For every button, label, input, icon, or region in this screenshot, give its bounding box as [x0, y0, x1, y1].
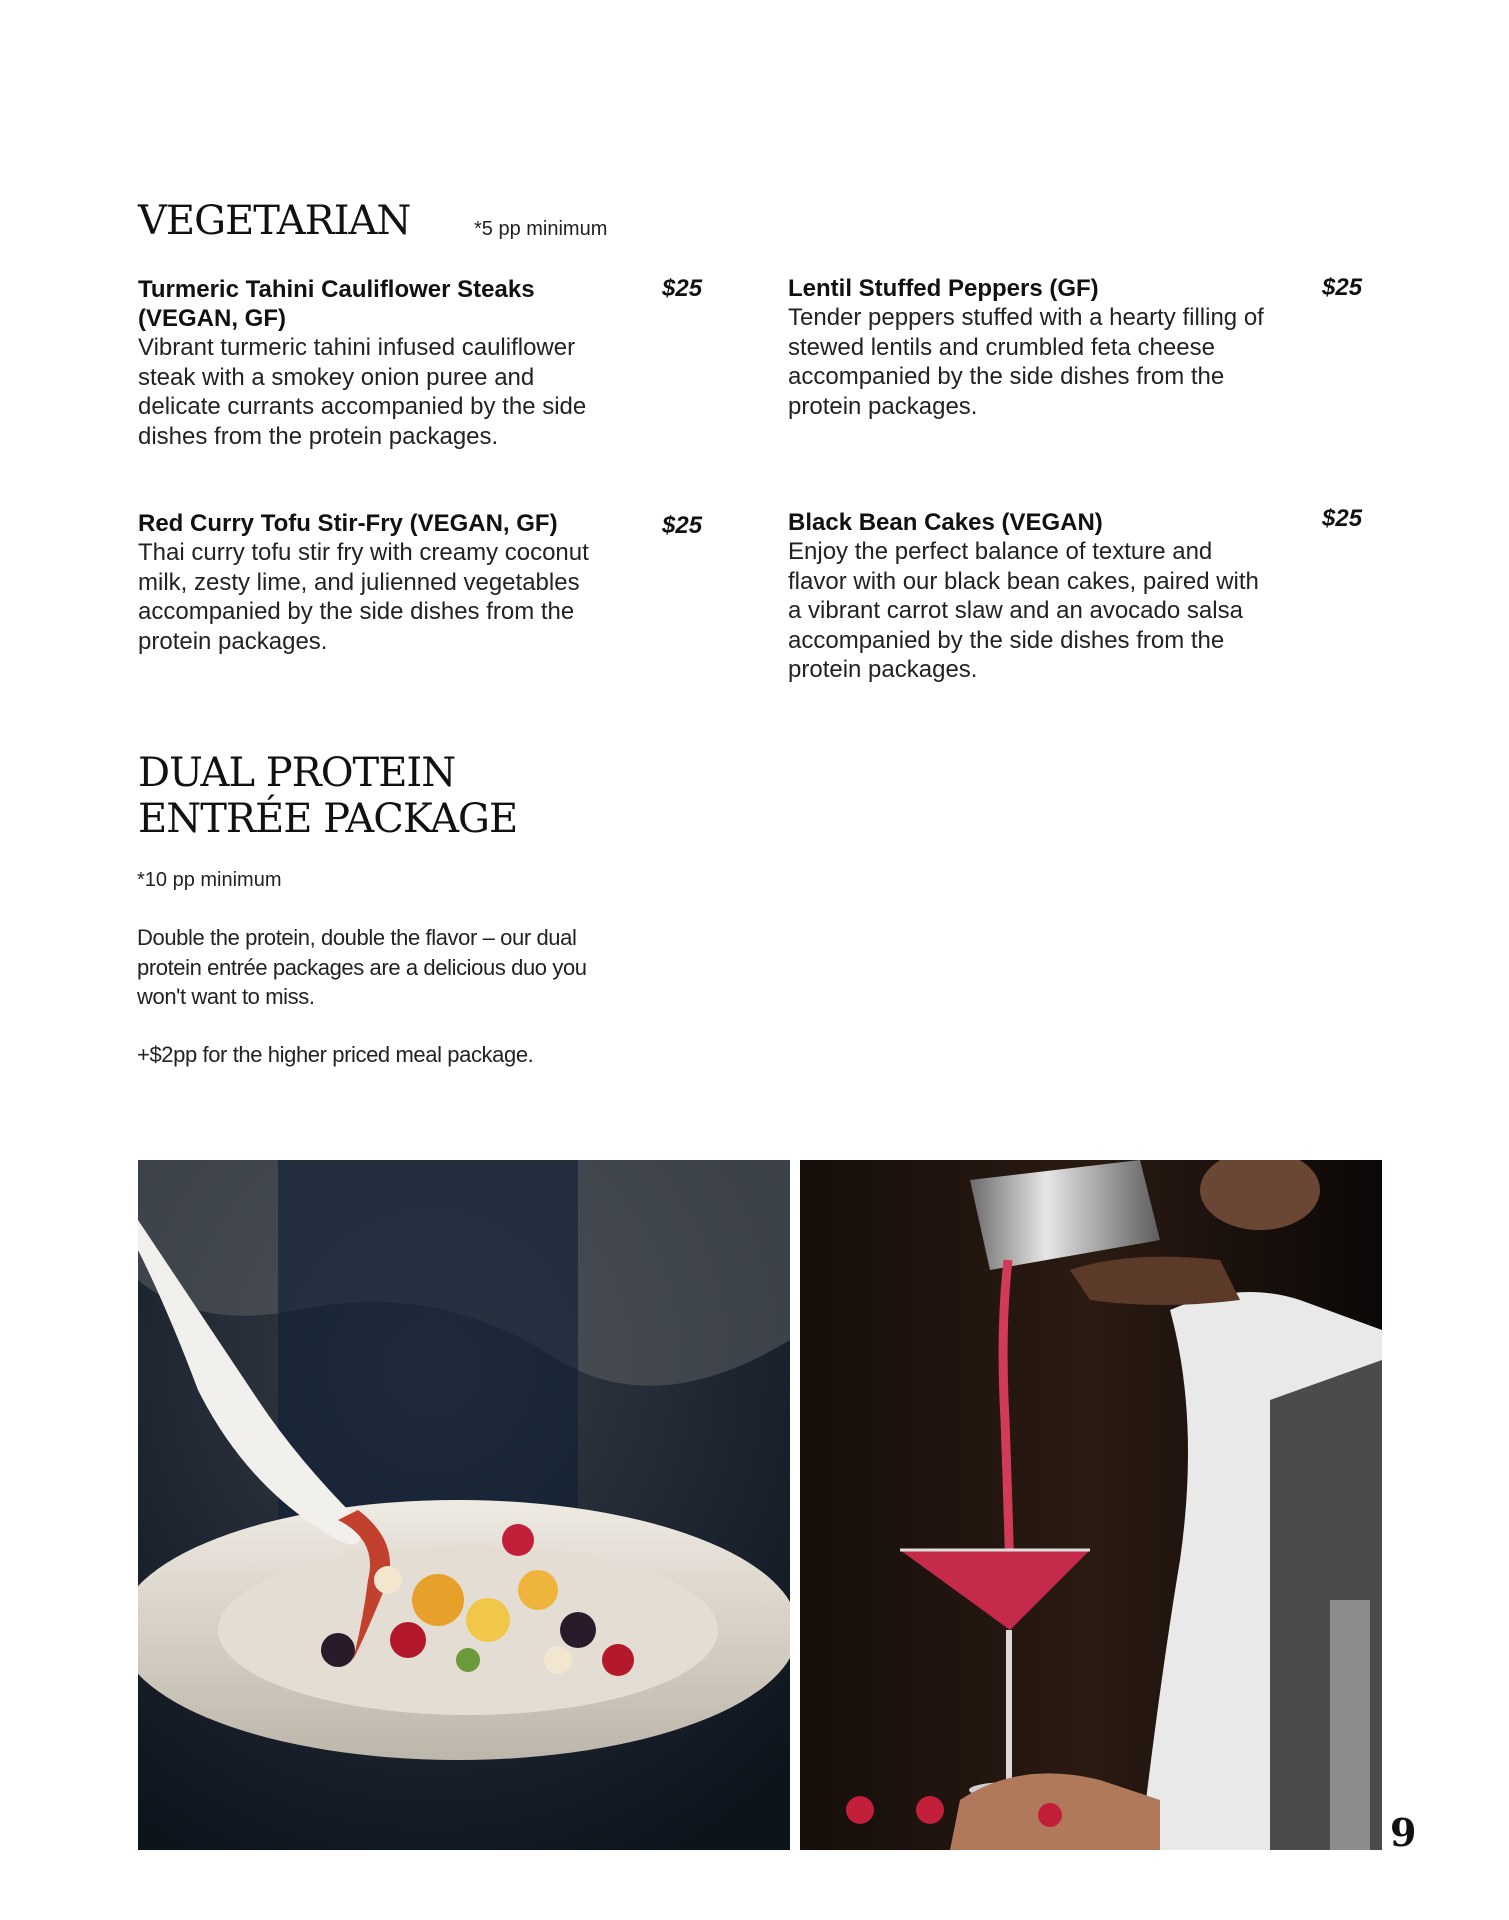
cocktail-pour-image: [800, 1160, 1382, 1850]
menu-item-name: Turmeric Tahini Cauliflower Steaks (VEGAN, GF): [138, 276, 535, 332]
menu-item-lentil-peppers: [788, 274, 1268, 421]
menu-item-red-curry-tofu: [138, 509, 618, 656]
menu-item-description: Thai curry tofu stir fry with creamy coconut milk, zesty lime, and julienned vegetables accompanied by the side dishes from the protein packages.: [138, 539, 589, 655]
menu-item-price: $25: [662, 275, 703, 302]
menu-item-name: Lentil Stuffed Peppers (GF): [788, 275, 1099, 302]
dual-protein-description: Double the protein, double the flavor – our dual protein entrée packages are a delicious duo you won't want to miss.: [137, 925, 587, 1009]
menu-item-price: $25: [662, 512, 703, 539]
menu-item-black-bean-cakes: [788, 508, 1268, 685]
menu-item-price: $25: [1322, 274, 1363, 301]
menu-item-name: Black Bean Cakes (VEGAN): [788, 509, 1103, 536]
menu-item-price: $25: [1322, 505, 1363, 532]
menu-item-turmeric-tahini: [138, 275, 618, 451]
page-number: 9: [1390, 1810, 1417, 1855]
menu-item-description: Tender peppers stuffed with a hearty filling of stewed lentils and crumbled feta cheese accompanied by the side dishes from the protein packages.: [788, 304, 1264, 420]
dessert-photo: [138, 1160, 790, 1850]
dual-protein-title-line2: ENTRÉE PACKAGE: [138, 796, 518, 842]
cocktail-photo: [800, 1160, 1382, 1850]
vegetarian-minimum-note: *5 pp minimum: [474, 218, 608, 240]
dual-protein-title: [138, 750, 517, 842]
dual-protein-surcharge: +$2pp for the higher priced meal package.: [137, 1042, 534, 1067]
dual-protein-minimum-note: *10 pp minimum: [137, 869, 282, 891]
dessert-plate-image: [138, 1160, 790, 1850]
vegetarian-title: VEGETARIAN: [138, 198, 411, 244]
dual-protein-title-line1: DUAL PROTEIN: [138, 750, 456, 796]
menu-item-description: Vibrant turmeric tahini infused cauliflower steak with a smokey onion puree and delicate currants accompanied by the side dishes from the protein packages.: [138, 334, 587, 450]
menu-item-description: Enjoy the perfect balance of texture and flavor with our black bean cakes, paired with a vibrant carrot slaw and an avocado salsa accompanied by the side dishes from the protein packages.: [788, 538, 1259, 683]
menu-item-name: Red Curry Tofu Stir-Fry (VEGAN, GF): [138, 510, 558, 537]
